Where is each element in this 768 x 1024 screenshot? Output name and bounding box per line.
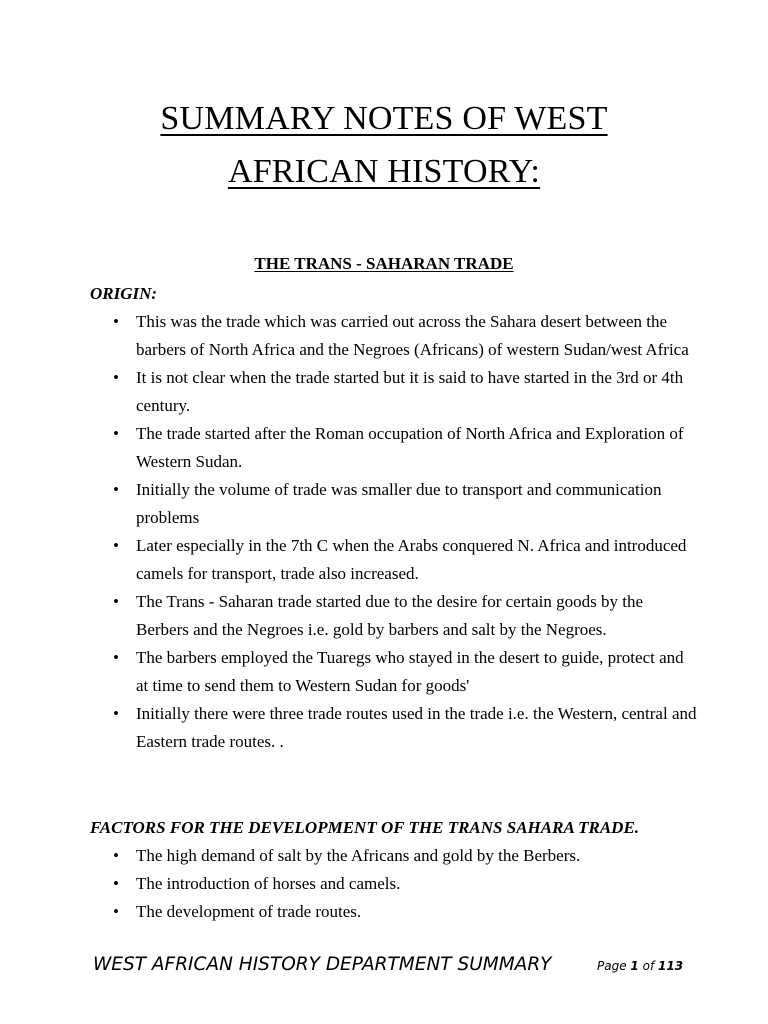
list-item: • Initially the volume of trade was smaller due to transport and communication problems [0,476,768,532]
page-current: 1 [630,959,639,973]
factors-heading: FACTORS FOR THE DEVELOPMENT OF THE TRANS SAHARA TRADE. [90,818,640,837]
factors-bullet-list [0,842,768,926]
document-title-line-2: AFRICAN HISTORY: [227,153,541,190]
list-item: • It is not clear when the trade started but it is said to have started in the 3rd or 4th century. [0,364,768,420]
list-item: • The Trans - Saharan trade started due to the desire for certain goods by the Berbers and the Negroes i.e. gold by barbers and salt by the Negroes. [0,588,768,644]
section-heading: THE TRANS - SAHARAN TRADE [254,254,514,273]
list-item: • Later especially in the 7th C when the Arabs conquered N. Africa and introduced camels for transport, trade also increased. [0,532,768,588]
document-title-line-1: SUMMARY NOTES OF WEST [160,100,608,137]
page-of-label: of [642,959,655,973]
list-item: • The high demand of salt by the Africans and gold by the Berbers. [0,842,768,870]
page-number [597,957,683,975]
list-item: • Initially there were three trade routes used in the trade i.e. the Western, central and Eastern trade routes. . [0,700,768,756]
page-label: Page [597,959,627,973]
footer-title: WEST AFRICAN HISTORY DEPARTMENT SUMMARY [93,954,552,975]
list-item: • The trade started after the Roman occupation of North Africa and Exploration of Western Sudan. [0,420,768,476]
list-item: • The introduction of horses and camels. [0,870,768,898]
page-total: 113 [658,959,684,973]
page-footer [0,950,768,980]
origin-heading: ORIGIN: [90,284,158,303]
list-item: • The development of trade routes. [0,898,768,926]
list-item: • This was the trade which was carried out across the Sahara desert between the barbers of North Africa and the Negroes (Africans) of western Sudan/west Africa [0,308,768,364]
origin-bullet-list [0,308,768,756]
list-item: • The barbers employed the Tuaregs who stayed in the desert to guide, protect and at time to send them to Western Sudan for goods' [0,644,768,700]
